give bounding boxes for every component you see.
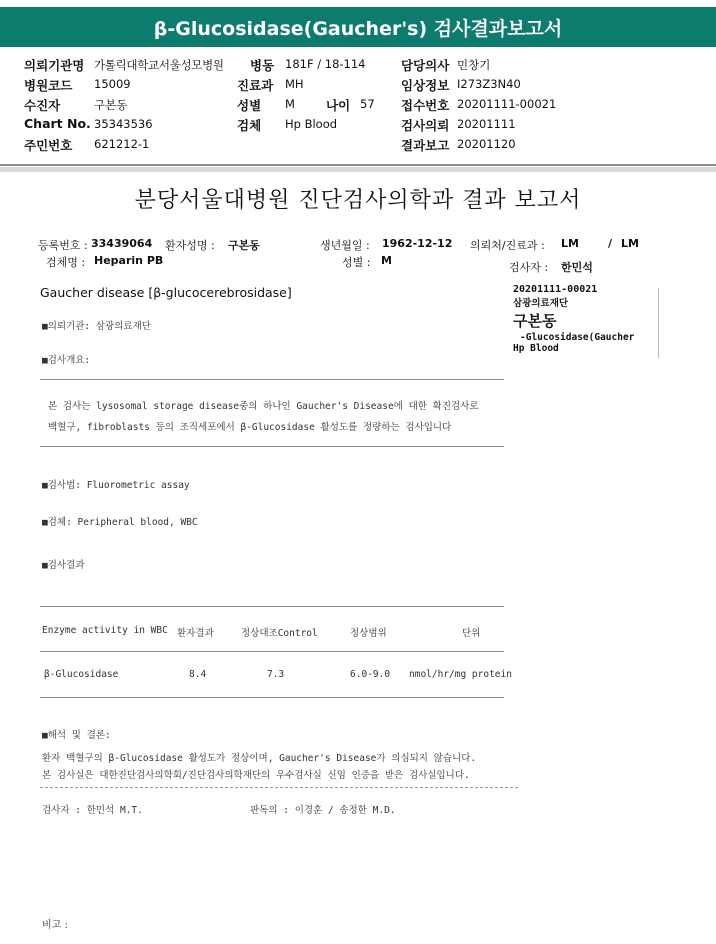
dob-label: 생년월일 : — [320, 239, 370, 252]
table-cell-unit: nmol/hr/mg protein — [409, 669, 512, 680]
dept-value-1: LM — [561, 237, 579, 250]
section-divider — [0, 167, 716, 172]
sex-value: M — [285, 97, 295, 111]
ward-label: 병동 — [250, 58, 275, 73]
specimen-value: Hp Blood — [285, 117, 338, 131]
dept-label: 의뢰처/진료과 : — [470, 239, 545, 252]
stamp-patient: 구본동 — [513, 312, 557, 330]
stamp-specimen: Hp Blood — [513, 343, 559, 354]
attending-physician-value: 민창기 — [457, 58, 491, 72]
department-label: 진료과 — [237, 78, 274, 93]
resident-number-label: 주민번호 — [24, 138, 73, 153]
examiner-footer: 검사자 : 한민석 M.T. — [42, 805, 143, 816]
test-request-label: 검사의뢰 — [401, 118, 450, 133]
requesting-institution-value: 가톨릭대학교서울성모병원 — [94, 58, 224, 72]
examiner-label: 검사자 : — [509, 261, 549, 274]
table-header-control: 정상대조Control — [241, 628, 318, 639]
chart-number-label: Chart No. — [24, 116, 91, 131]
reg-number-value: 33439064 — [91, 237, 153, 250]
table-header-unit: 단위 — [462, 628, 481, 639]
stamp-institution: 삼광의료재단 — [513, 298, 569, 309]
table-top-rule — [40, 606, 504, 607]
report-sex-value: M — [381, 254, 392, 267]
table-header-enzyme: Enzyme activity in WBC — [42, 625, 168, 636]
report-sex-label: 성별 : — [342, 256, 371, 269]
header-info-panel — [0, 50, 716, 166]
clinical-info-value: I273Z3N40 — [457, 77, 521, 91]
interpretation-heading: ■해석 및 결론: — [42, 730, 111, 741]
test-section-title: Gaucher disease [β-glucocerebrosidase] — [40, 285, 292, 300]
accession-number-label: 접수번호 — [401, 98, 450, 113]
specimen-line: ■검체: Peripheral blood, WBC — [42, 517, 198, 528]
stamp-edge — [658, 288, 659, 358]
hospital-code-value: 15009 — [94, 77, 131, 91]
hospital-code-label: 병원코드 — [24, 78, 73, 93]
remarks-label: 비고 : — [42, 920, 68, 931]
overview-bottom-rule — [40, 446, 504, 447]
interpretation-line-2: 본 검사실은 대한진단검사의학회/진단검사의학재단의 우수검사실 신임 인증을 받은 검사실입니다. — [42, 770, 470, 781]
ward-value: 181F / 18-114 — [285, 57, 366, 71]
dob-value: 1962-12-12 — [382, 237, 453, 250]
banner-title: β-Glucosidase(Gaucher's) 검사결과보고서 — [153, 17, 563, 40]
chart-number-value: 35343536 — [94, 117, 153, 131]
age-value: 57 — [360, 97, 375, 111]
institution-line: ■의뢰기관: 삼광의료재단 — [42, 321, 151, 332]
specimen-label-stamp — [513, 284, 658, 354]
sex-label: 성별 — [237, 98, 262, 113]
table-cell-control: 7.3 — [267, 669, 285, 680]
stamp-test: -Glucosidase(Gaucher — [520, 332, 635, 343]
table-header-range: 정상범위 — [350, 628, 387, 639]
department-value: MH — [285, 77, 304, 91]
attending-physician-label: 담당의사 — [401, 58, 450, 73]
clinical-info-label: 임상정보 — [401, 78, 450, 93]
table-cell-patient-result: 8.4 — [189, 669, 207, 680]
table-cell-range: 6.0-9.0 — [350, 669, 391, 680]
table-header-rule — [40, 651, 504, 652]
method-line: ■검사법: Fluorometric assay — [42, 480, 190, 491]
specimen-name-label: 검체명 : — [46, 256, 86, 269]
interpretation-line-1: 환자 백혈구의 β-Glucosidase 활성도가 정상이며, Gaucher's Disease가 의심되지 않습니다. — [42, 753, 477, 764]
overview-heading: ■검사개요: — [42, 355, 91, 366]
table-bottom-rule — [40, 697, 504, 698]
overview-top-rule — [40, 379, 504, 380]
patient-name-label: 환자성명 : — [165, 239, 215, 252]
test-request-value: 20201111 — [457, 117, 516, 131]
table-cell-enzyme: β-Glucosidase — [44, 669, 119, 680]
table-header-patient: 환자결과 — [177, 628, 214, 639]
patient-value: 구본동 — [94, 98, 128, 112]
reg-number-label: 등록번호 : — [38, 239, 88, 252]
result-report-value: 20201120 — [457, 137, 516, 151]
requesting-institution-label: 의뢰기관명 — [24, 58, 85, 73]
dept-slash: / — [608, 237, 613, 250]
result-report-label: 결과보고 — [401, 138, 450, 153]
report-title: 분당서울대병원 진단검사의학과 결과 보고서 — [134, 188, 582, 213]
dept-value-2: LM — [621, 237, 639, 250]
patient-label: 수진자 — [24, 98, 61, 113]
overview-line-1: 본 검사는 lysosomal storage disease중의 하나인 Gaucher's Disease에 대한 확진검사로 — [48, 401, 479, 412]
resident-number-value: 621212-1 — [94, 137, 150, 151]
age-label: 나이 — [326, 98, 351, 113]
reader-footer: 판독의 : 이경훈 / 송정한 M.D. — [250, 805, 396, 816]
examiner-value: 한민석 — [561, 261, 593, 274]
accession-number-value: 20201111-00021 — [457, 97, 557, 111]
interpretation-rule — [40, 787, 518, 788]
patient-name-value: 구본동 — [228, 239, 260, 252]
specimen-name-value: Heparin PB — [94, 254, 164, 267]
overview-line-2: 백혈구, fibroblasts 등의 조직세포에서 β-Glucosidase 활성도를 정량하는 검사입니다 — [48, 422, 452, 433]
stamp-accession: 20201111-00021 — [513, 284, 598, 295]
specimen-label: 검체 — [237, 118, 262, 133]
report-banner — [0, 7, 716, 47]
results-heading: ■검사결과 — [42, 560, 85, 571]
